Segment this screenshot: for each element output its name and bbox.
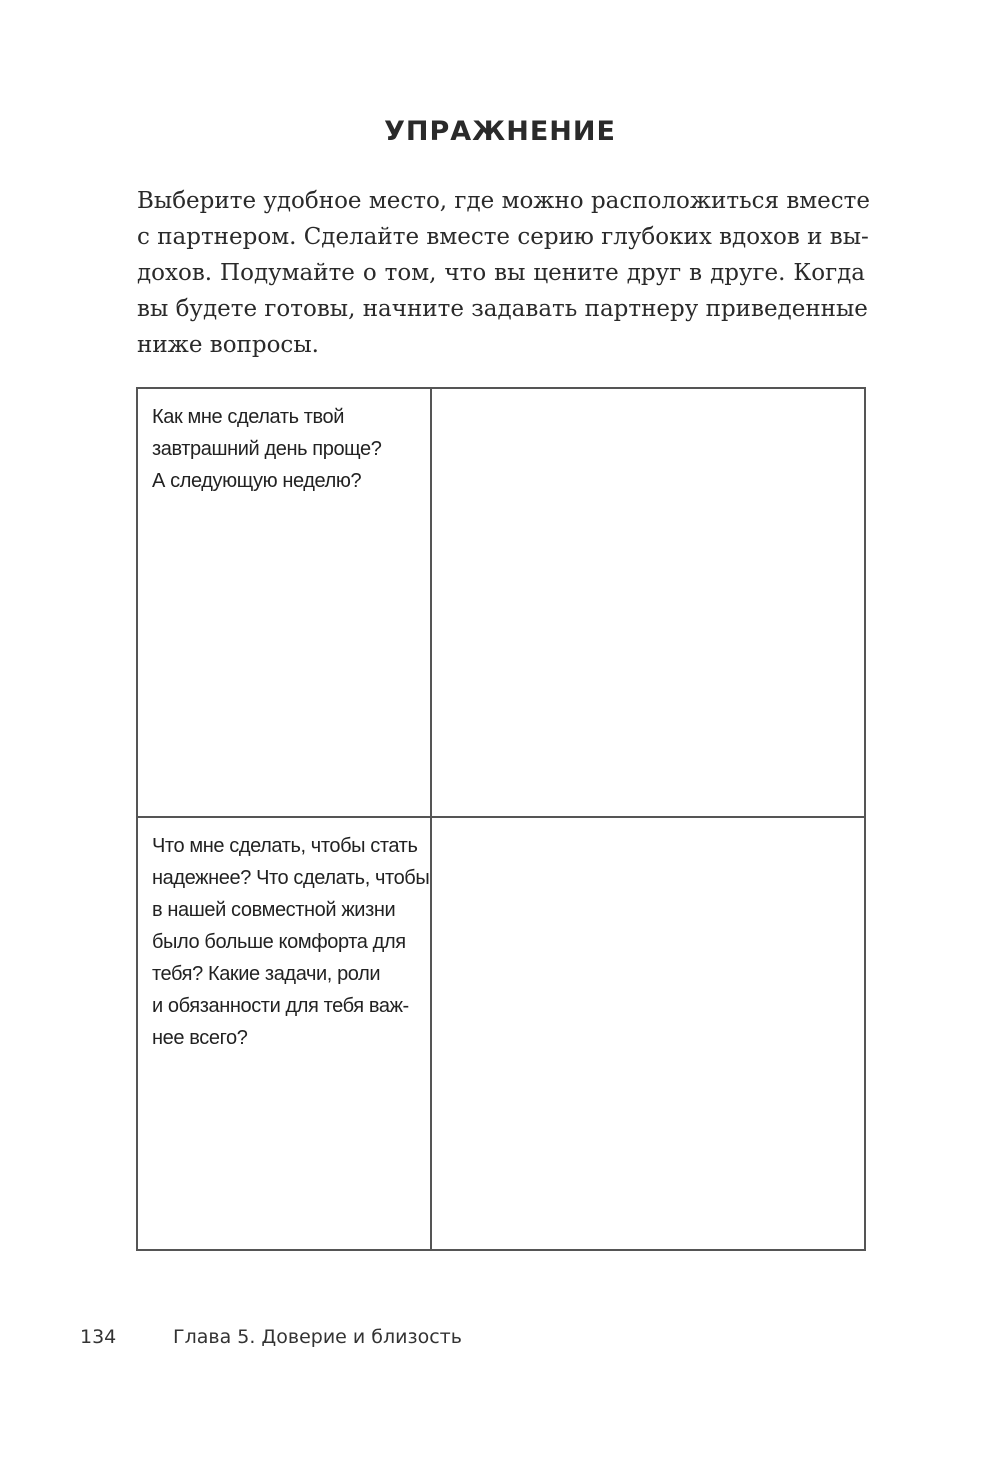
intro-line: Выберите удобное место, где можно расположиться вместе bbox=[137, 188, 871, 214]
intro-line: с партнером. Сделайте вместе серию глубоких вдохов и вы- bbox=[137, 224, 869, 250]
intro-line: дохов. Подумайте о том, что вы цените друг в друге. Когда bbox=[137, 260, 865, 286]
question-cell bbox=[137, 388, 431, 817]
question-line: и обязанности для тебя важ- bbox=[152, 995, 409, 1017]
exercise-title: УПРАЖНЕНИЕ bbox=[384, 116, 616, 147]
question-line: в нашей совместной жизни bbox=[152, 899, 396, 921]
intro-line: вы будете готовы, начните задавать партнеру приведенные bbox=[137, 296, 868, 322]
answer-cell[interactable] bbox=[431, 817, 865, 1250]
table-row bbox=[137, 817, 865, 1250]
question-line: Что мне сделать, чтобы стать bbox=[152, 835, 418, 857]
question-line: тебя? Какие задачи, роли bbox=[152, 963, 381, 985]
question-line: нее всего? bbox=[152, 1027, 248, 1049]
exercise-table bbox=[136, 387, 866, 1251]
intro-paragraph bbox=[137, 183, 871, 363]
question-cell bbox=[137, 817, 431, 1250]
question-line: завтрашний день проще? bbox=[152, 438, 382, 460]
intro-line: ниже вопросы. bbox=[137, 332, 319, 358]
answer-cell[interactable] bbox=[431, 388, 865, 817]
question-line: А следующую неделю? bbox=[152, 470, 362, 492]
table-row bbox=[137, 388, 865, 817]
page-footer bbox=[80, 1326, 462, 1348]
page-number: 134 bbox=[80, 1326, 117, 1348]
chapter-title: Глава 5. Доверие и близость bbox=[173, 1326, 462, 1348]
question-line: надежнее? Что сделать, чтобы bbox=[152, 867, 430, 889]
question-line: Как мне сделать твой bbox=[152, 406, 345, 428]
question-line: было больше комфорта для bbox=[152, 931, 406, 953]
